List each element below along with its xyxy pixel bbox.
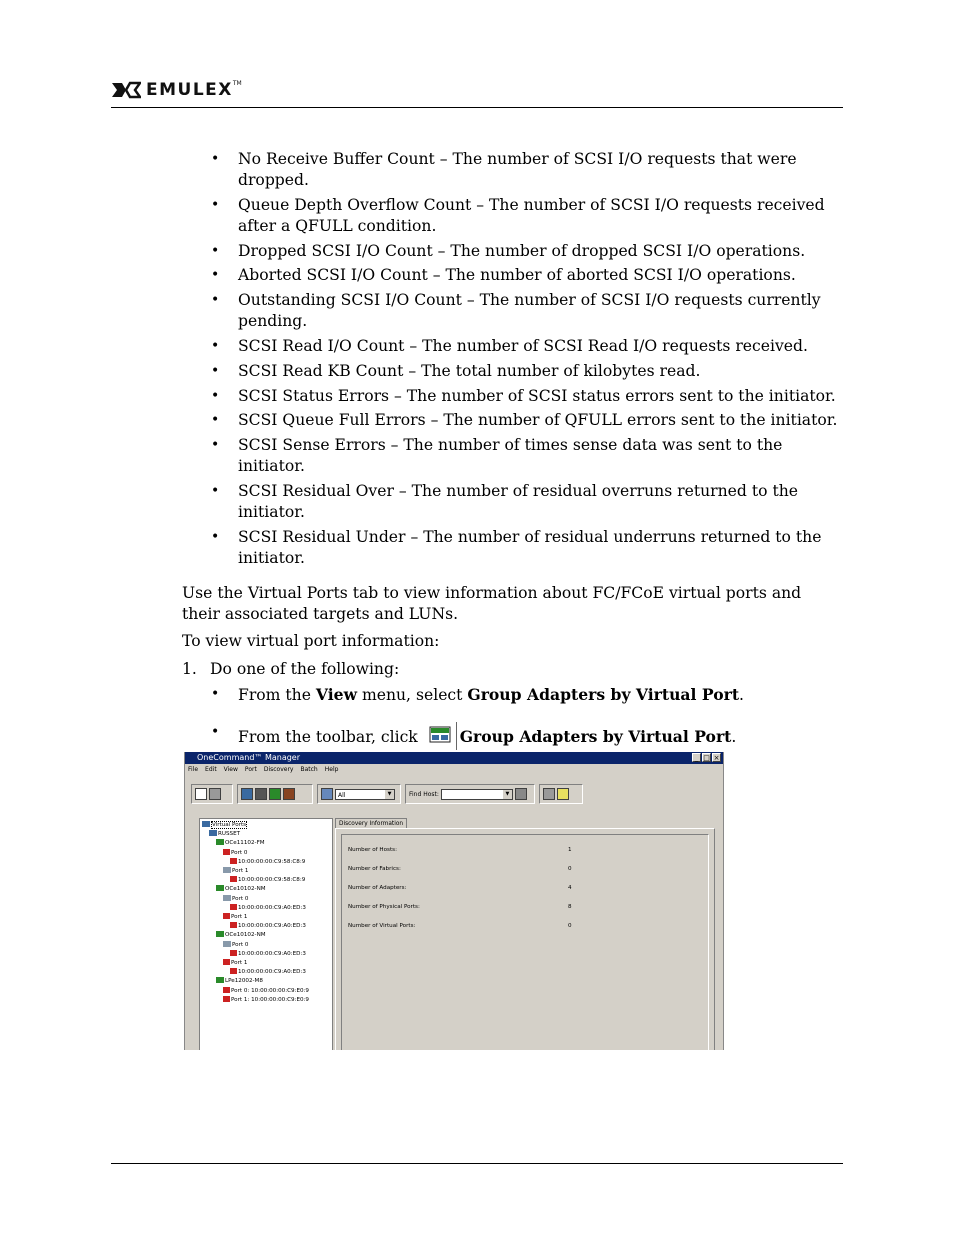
tree-node[interactable] (230, 922, 306, 930)
info-label: Number of Adapters: (348, 885, 407, 891)
tree-node[interactable] (230, 858, 305, 866)
tree-node[interactable] (202, 821, 247, 829)
list-item: • Outstanding SCSI I/O Count – The number of SCSI I/O requests currently pending. (211, 290, 851, 332)
tree-node-label: Port 0 (231, 849, 248, 856)
adapter-icon (216, 977, 224, 983)
menu-discovery[interactable]: Discovery (263, 766, 294, 773)
tree-node-label: Port 0 (232, 941, 249, 948)
filter-select[interactable]: All ▼ (335, 789, 395, 800)
tree-node-label: 10:00:00:00:C9:58:C8:9 (238, 877, 306, 884)
menu-view[interactable]: View (223, 766, 238, 773)
adapter-icon (216, 885, 224, 891)
info-label: Number of Hosts: (348, 847, 397, 853)
group-by-host-icon[interactable] (241, 788, 253, 800)
refresh-icon[interactable] (195, 788, 207, 800)
menu-batch[interactable]: Batch (300, 766, 318, 773)
list-item: • SCSI Read KB Count – The total number of kilobytes read. (211, 361, 851, 382)
tree-node[interactable] (223, 987, 309, 995)
toolbar (191, 782, 583, 806)
list-item: • SCSI Read I/O Count – The number of SCSI Read I/O requests received. (211, 336, 851, 357)
help-topic-icon[interactable] (543, 788, 555, 800)
step-number: 1. (182, 660, 197, 678)
info-value: 4 (568, 885, 572, 891)
tree-node-label: Port 1: 10:00:00:00:C9:E0:9 (231, 996, 309, 1003)
header-rule (111, 107, 843, 108)
tree-node[interactable] (223, 959, 247, 967)
logo-text: EMULEX™ (146, 80, 242, 100)
tree-node-label: 10:00:00:00:C9:A0:ED:3 (238, 969, 306, 976)
error-port-icon (230, 876, 237, 882)
window-title: OneCommand™ Manager (197, 753, 301, 762)
counter-list (211, 149, 851, 573)
host-icon (202, 821, 210, 827)
emulex-logo-icon (111, 81, 141, 99)
list-item: • SCSI Residual Under – The number of residual underruns returned to the initiator. (211, 527, 851, 569)
maximize-button[interactable]: □ (703, 754, 710, 762)
list-item: • Dropped SCSI I/O Count – The number of dropped SCSI I/O operations. (211, 241, 851, 262)
info-label: Number of Fabrics: (348, 866, 401, 872)
info-value: 0 (568, 866, 572, 872)
info-value: 0 (568, 923, 572, 929)
tree-node[interactable] (223, 996, 309, 1004)
tree-node[interactable] (216, 839, 265, 847)
tree-node[interactable] (223, 913, 247, 921)
error-port-icon (223, 913, 230, 919)
step-text: Do one of the following: (210, 660, 400, 678)
error-port-icon (230, 968, 237, 974)
tree-node[interactable] (223, 895, 248, 903)
menu-file[interactable]: File (188, 766, 199, 773)
list-item: • Aborted SCSI I/O Count – The number of aborted SCSI I/O operations. (211, 265, 851, 286)
tree-node-label: 10:00:00:00:C9:A0:ED:3 (238, 904, 306, 911)
adapter-icon (216, 839, 224, 845)
info-label: Number of Physical Ports: (348, 904, 420, 910)
emulex-logo (111, 80, 242, 100)
tree-node[interactable] (230, 968, 306, 976)
tree-node[interactable] (216, 885, 266, 893)
list-item: • SCSI Queue Full Errors – The number of QFULL errors sent to the initiator. (211, 410, 851, 431)
option-toolbar: • From the toolbar, click Group Adapters by Virtual Port. (211, 722, 736, 750)
step-1 (182, 659, 399, 680)
discovery-panel (335, 818, 713, 1050)
tree-node[interactable] (223, 941, 248, 949)
tab-discovery-information[interactable]: Discovery Information (335, 818, 407, 829)
tree-node[interactable] (223, 849, 247, 857)
error-port-icon (230, 904, 237, 910)
tree-node-label: 10:00:00:00:C9:A0:ED:3 (238, 950, 306, 957)
list-item: • SCSI Status Errors – The number of SCSI status errors sent to the initiator. (211, 386, 851, 407)
tree-node-label: 10:00:00:00:C9:A0:ED:3 (238, 923, 306, 930)
tree-node-label: LPe12002-M8 (225, 978, 263, 985)
info-value: 1 (568, 847, 572, 853)
tree-node[interactable] (223, 867, 248, 875)
tree-node[interactable] (230, 904, 306, 912)
port-icon (223, 941, 231, 947)
intro-paragraph: Use the Virtual Ports tab to view information about FC/FCoE virtual ports and their associated targets and LUNs. (182, 584, 802, 623)
port-icon (223, 867, 231, 873)
tree-node-label: Port 1 (231, 914, 248, 920)
info-value: 8 (568, 904, 572, 910)
error-port-icon (223, 987, 230, 993)
error-port-icon (223, 959, 230, 965)
menu-edit[interactable]: Edit (205, 766, 217, 773)
tree-node[interactable] (216, 931, 266, 939)
host-icon (209, 830, 217, 836)
window-titlebar (185, 752, 723, 764)
group-by-fabric-icon[interactable] (255, 788, 267, 800)
onecommand-manager-window (184, 752, 724, 1050)
filter-icon (321, 788, 333, 800)
tree-node-label: Port 0 (232, 895, 249, 902)
info-label: Number of Virtual Ports: (348, 923, 416, 929)
to-view-paragraph: To view virtual port information: (182, 632, 440, 650)
tree-node[interactable] (230, 950, 306, 958)
menu-bar (185, 764, 723, 775)
help-icon[interactable] (557, 788, 569, 800)
menu-port[interactable]: Port (244, 766, 257, 773)
tree-node-label: Port 1 (231, 960, 248, 966)
tree-node-label: Port 0: 10:00:00:00:C9:E0:9 (231, 987, 309, 994)
tree-node[interactable] (216, 977, 263, 985)
footer-rule (111, 1163, 843, 1164)
find-icon[interactable] (515, 788, 527, 800)
tree-node-label: OCe10102-NM (225, 932, 266, 939)
tree-node[interactable] (209, 830, 240, 838)
tree-node-label: Port 1 (232, 868, 249, 874)
tree-node[interactable] (230, 876, 305, 884)
error-port-icon (230, 922, 237, 928)
group-by-virtual-port-icon[interactable] (283, 788, 295, 800)
error-port-icon (223, 996, 230, 1002)
menu-help[interactable]: Help (324, 766, 339, 773)
list-item: • Queue Depth Overflow Count – The number of SCSI I/O requests received after a QFULL condition. (211, 195, 851, 237)
batch-icon[interactable] (209, 788, 221, 800)
find-host-select[interactable]: ▼ (441, 789, 513, 800)
find-host-label: Find Host: (409, 790, 439, 798)
list-item: • SCSI Residual Over – The number of residual overruns returned to the initiator. (211, 481, 851, 523)
discovery-tree (199, 818, 333, 1050)
group-by-physical-port-icon[interactable] (269, 788, 281, 800)
close-button[interactable]: × (713, 754, 720, 762)
option-view-menu: • From the View menu, select Group Adapters by Virtual Port. (211, 684, 744, 706)
error-port-icon (223, 849, 230, 855)
discovery-info-table (341, 834, 709, 1050)
tree-node-label: RUSSET (218, 831, 241, 838)
error-port-icon (230, 950, 237, 956)
group-by-virtual-port-icon (426, 722, 457, 750)
error-port-icon (230, 858, 237, 864)
tree-node-label: OCe11102-FM (225, 840, 265, 847)
tree-node-label: OCe10102-NM (225, 886, 266, 893)
list-item: • No Receive Buffer Count – The number of SCSI I/O requests that were dropped. (211, 149, 851, 191)
list-item: • SCSI Sense Errors – The number of times sense data was sent to the initiator. (211, 435, 851, 477)
tree-node-label: Virtual Ports (212, 822, 247, 828)
minimize-button[interactable]: _ (692, 753, 701, 762)
port-icon (223, 895, 231, 901)
adapter-icon (216, 931, 224, 937)
tree-node-label: 10:00:00:00:C9:58:C8:9 (238, 858, 306, 865)
